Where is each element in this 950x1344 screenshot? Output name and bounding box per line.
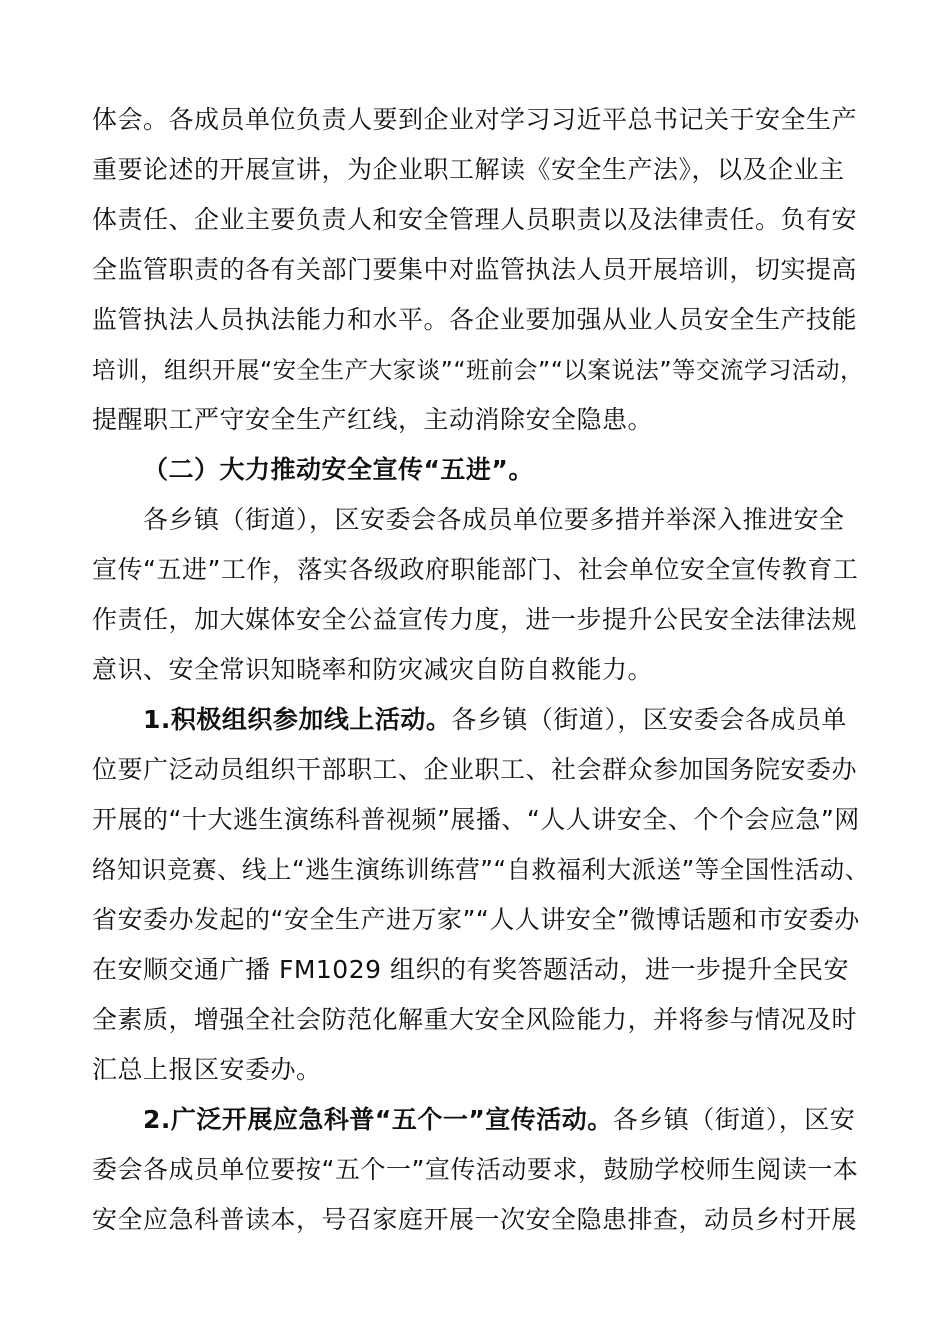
paragraph-line: 全监管职责的各有关部门要集中对监管执法人员开展培训，切实提高 [92, 255, 858, 284]
paragraph-line: 全素质，增强全社会防范化解重大安全风险能力，并将参与情况及时 [92, 1005, 858, 1034]
paragraph-line: 意识、安全常识知晓率和防灾减灾自防自救能力。 [92, 655, 654, 684]
paragraph-line: 重要论述的开展宣讲，为企业职工解读《安全生产法》，以及企业主 [92, 155, 845, 184]
paragraph-line: 省安委办发起的“安全生产进万家”“人人讲安全”微博话题和市安委办 [92, 905, 860, 934]
paragraph-line: 开展的“十大逃生演练科普视频”展播、“人人讲安全、个个会应急”网 [92, 805, 860, 834]
paragraph-line: 培训，组织开展“安全生产大家谈”“班前会”“以案说法”等交流学习活动， [92, 356, 865, 384]
item-title: 1.积极组织参加线上活动。 [143, 705, 452, 734]
item-text: 各乡镇（街道），区安 [612, 1105, 856, 1134]
paragraph-line: 作责任，加大媒体安全公益宣传力度，进一步提升公民安全法律法规 [92, 605, 858, 634]
paragraph-line: 提醒职工严守安全生产红线，主动消除安全隐患。 [92, 405, 654, 434]
paragraph-line: 络知识竞赛、线上“逃生演练训练营”“自救福利大派送”等全国性活动、 [92, 855, 870, 884]
paragraph-line: 各乡镇（街道），区安委会各成员单位要多措并举深入推进安全 [143, 505, 845, 534]
item-text: 各乡镇（街道），区安委会各成员单 [451, 705, 847, 734]
paragraph-line: 在安顺交通广播 FM1029 组织的有奖答题活动，进一步提升全民安 [92, 955, 849, 984]
paragraph-line: 安全应急科普读本，号召家庭开展一次安全隐患排查，动员乡村开展 [92, 1205, 858, 1234]
paragraph-line: 体责任、企业主要负责人和安全管理人员职责以及法律责任。负有安 [92, 205, 858, 234]
paragraph-line: 委会各成员单位要按“五个一”宣传活动要求，鼓励学校师生阅读一本 [92, 1155, 859, 1184]
paragraph-line: 体会。各成员单位负责人要到企业对学习习近平总书记关于安全生产 [92, 105, 858, 134]
section-heading: （二）大力推动安全宣传“五进”。 [143, 455, 534, 484]
paragraph-line: 位要广泛动员组织干部职工、企业职工、社会群众参加国务院安委办 [92, 755, 858, 784]
item-title: 2.广泛开展应急科普“五个一”宣传活动。 [143, 1105, 613, 1134]
paragraph-line: 汇总上报区安委办。 [92, 1055, 322, 1084]
paragraph-line: 宣传“五进”工作，落实各级政府职能部门、社会单位安全宣传教育工 [92, 555, 859, 584]
paragraph-line: 监管执法人员执法能力和水平。各企业要加强从业人员安全生产技能 [92, 305, 858, 334]
item-first-line [143, 1103, 855, 1137]
item-first-line [143, 703, 847, 737]
